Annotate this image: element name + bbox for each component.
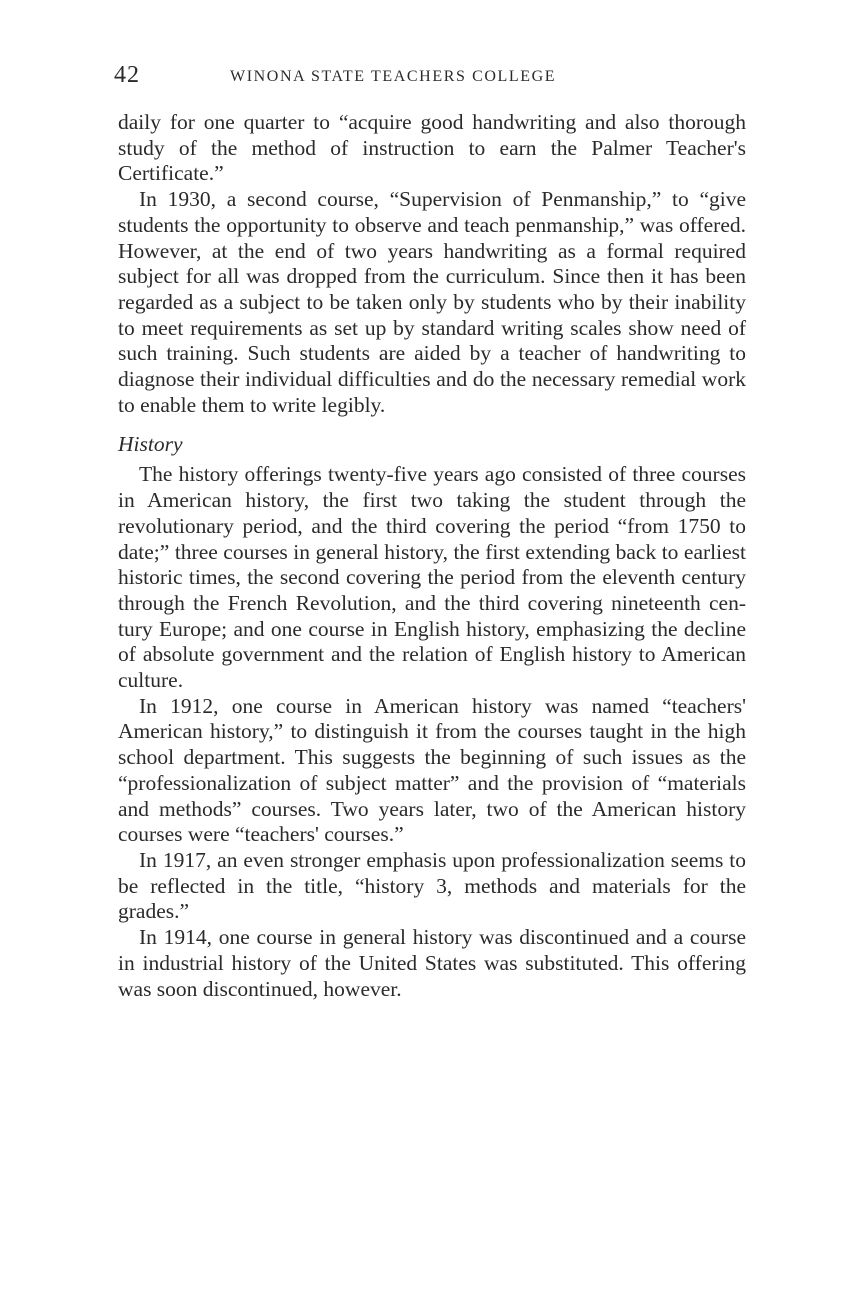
book-page <box>114 62 746 1002</box>
paragraph-1914: In 1914, one course in general history was discontinued and a course in industrial history of the United States was substituted. This offering was soon discontinued, however. <box>118 925 746 1001</box>
paragraph-continued: daily for one quarter to “acquire good handwriting and also thorough study of the method of instruction to earn the Palmer Teacher's Certificate.” <box>118 110 746 186</box>
paragraph-1917: In 1917, an even stronger emphasis upon professionalization seems to be reflected in the title, “history 3, methods and materials for the grades.” <box>118 847 746 924</box>
paragraph-1912: In 1912, one course in American history was named “teachers' American history,” to distinguish it from the courses taught in the high school department. This suggests the beginning of such issues as the “professionalization of subject matter” and the provision of “materials and methods” courses. Two years later, two of the American history courses were “teachers' courses.” <box>118 693 746 847</box>
body-text <box>118 110 746 1002</box>
running-header <box>114 62 746 98</box>
running-header-title: WINONA STATE TEACHERS COLLEGE <box>230 68 557 85</box>
paragraph-history-offerings: The history offerings twenty-five years ago consisted of three courses in American history, the first two taking the student through the revolutionary period, and the third covering the period “from 1750 to date;” three courses in general history, the first extending back to earliest historic times, the second covering the period from the eleventh century through the French Revolution, and the third covering nineteenth century Europe; and one course in English history, emphasizing the decline of absolute government and the relation of English history to American culture. <box>118 462 746 693</box>
section-heading-history: History <box>118 432 183 457</box>
paragraph-penmanship: In 1930, a second course, “Supervision of Penmanship,” to “give students the opportunity to observe and teach penmanship,” was offered. However, at the end of two years handwriting as a formal required subject for all was dropped from the curriculum. Since then it has been regarded as a subject to be taken only by students who by their inability to meet requirements as set up by standard writing scales show need of such training. Such students are aided by a teacher of handwriting to diagnose their individual difficulties and do the necessary remedial work to enable them to write legibly. <box>118 187 746 417</box>
page-number: 42 <box>114 62 140 88</box>
